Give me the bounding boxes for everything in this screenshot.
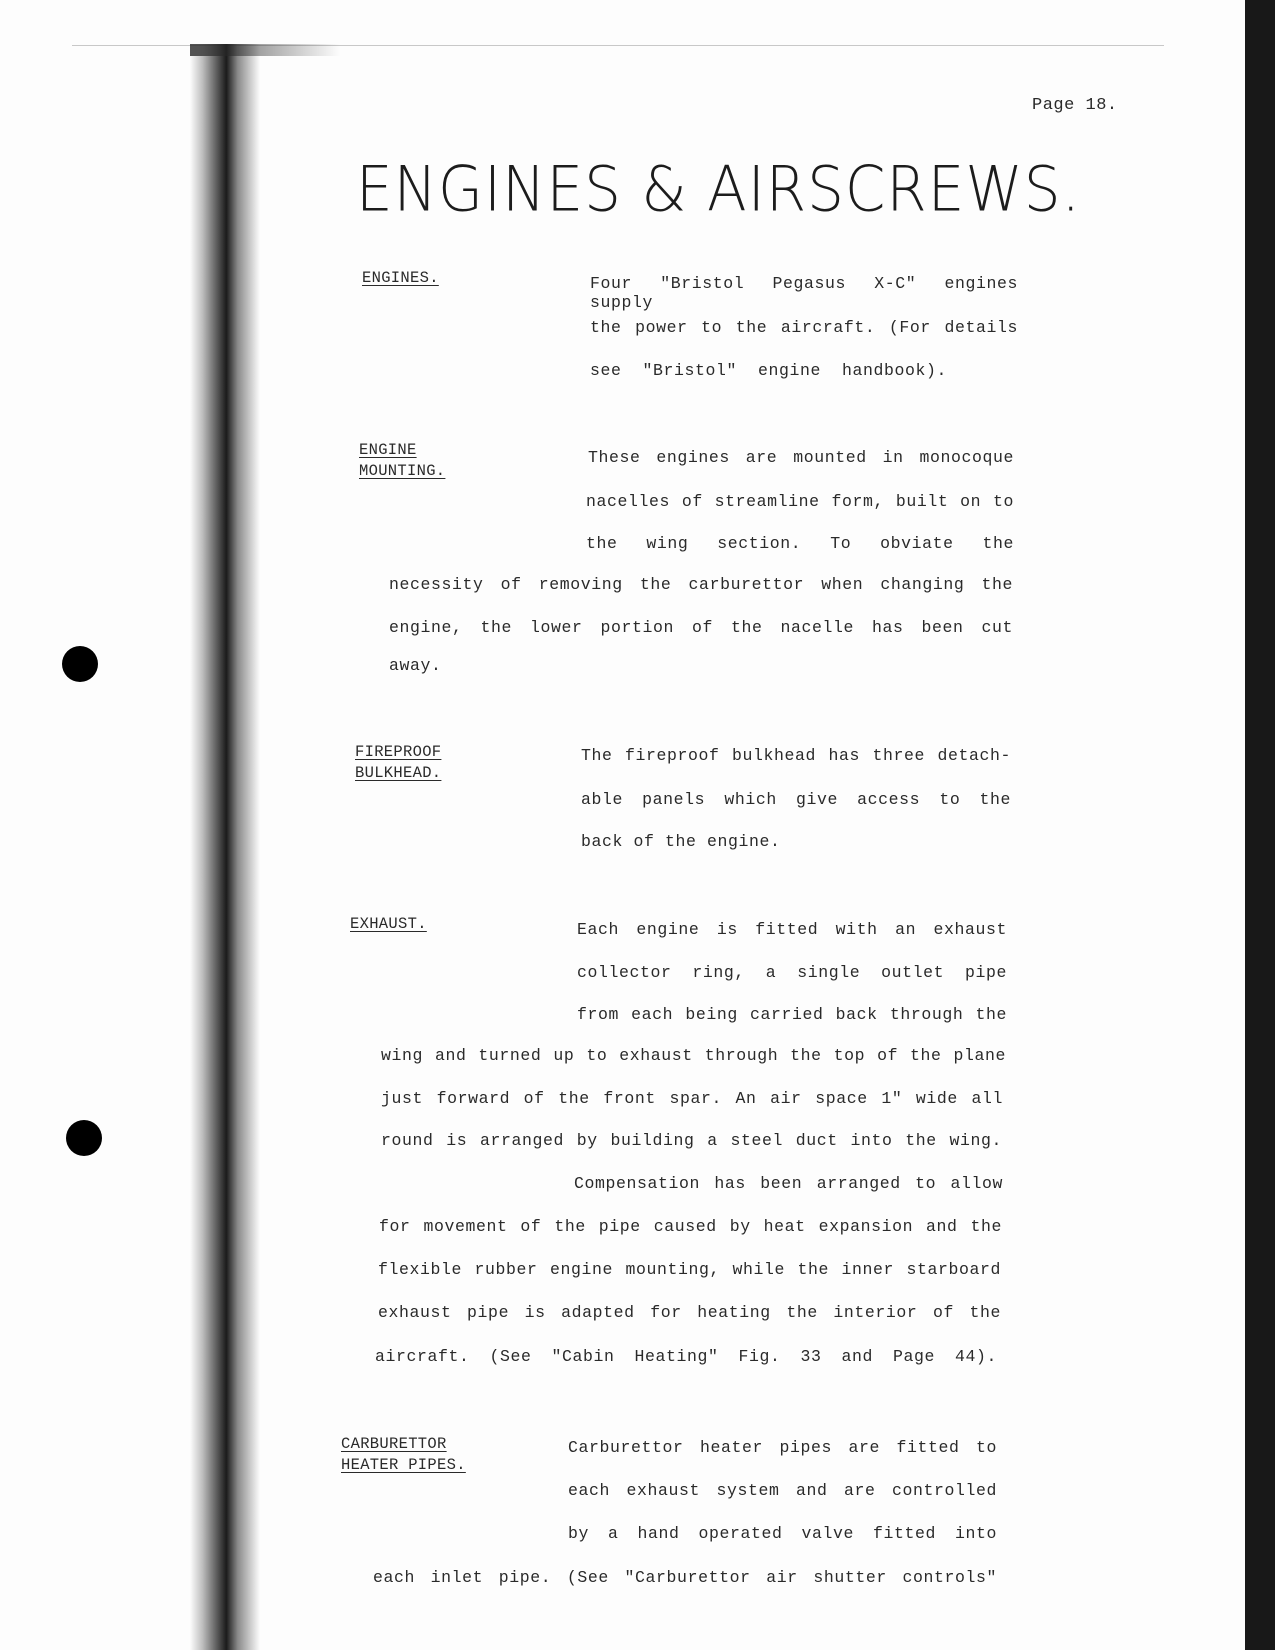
heading-line: ENGINES. — [362, 269, 439, 287]
text-line: These engines are mounted in monocoque — [588, 448, 1014, 467]
text-line: Compensation has been arranged to allow — [574, 1174, 1003, 1193]
punch-hole-top — [62, 646, 98, 682]
page-number: Page 18. — [1032, 96, 1118, 115]
text-line: by a hand operated valve fitted into — [568, 1524, 997, 1543]
text-line: from each being carried back through the — [577, 1005, 1007, 1024]
text-line: the power to the aircraft. (For details — [590, 318, 1018, 337]
heading-line: HEATER PIPES. — [341, 1456, 466, 1474]
text-line: for movement of the pipe caused by heat expansion and the — [379, 1217, 1002, 1236]
text-line: nacelles of streamline form, built on to — [586, 492, 1014, 511]
punch-hole-bottom — [66, 1120, 102, 1156]
text-line: Four "Bristol Pegasus X-C" engines supply — [590, 274, 1018, 312]
text-line: The fireproof bulkhead has three detach- — [581, 746, 1011, 765]
text-line: just forward of the front spar. An air space 1" wide all — [381, 1089, 1003, 1108]
text-line: Each engine is fitted with an exhaust — [577, 920, 1007, 939]
text-line: each inlet pipe. (See "Carburettor air shutter controls" — [373, 1568, 997, 1587]
text-line: wing and turned up to exhaust through the top of the plane — [381, 1046, 1006, 1065]
text-line: flexible rubber engine mounting, while the inner starboard — [378, 1260, 1001, 1279]
text-line: Carburettor heater pipes are fitted to — [568, 1438, 997, 1457]
text-line: round is arranged by building a steel duct into the wing. — [381, 1131, 1002, 1150]
heading-line: MOUNTING. — [359, 462, 446, 480]
text-line: engine, the lower portion of the nacelle has been cut — [389, 618, 1013, 637]
text-line: aircraft. (See "Cabin Heating" Fig. 33 and Page 44). — [375, 1347, 997, 1366]
heading-line: BULKHEAD. — [355, 764, 442, 782]
page-title: ENGINES & AIRSCREWS. — [356, 152, 1081, 226]
text-line: collector ring, a single outlet pipe — [577, 963, 1007, 982]
text-line: back of the engine. — [581, 832, 781, 851]
text-line: exhaust pipe is adapted for heating the interior of the — [378, 1303, 1001, 1322]
scan-edge — [1245, 0, 1275, 1650]
text-line: each exhaust system and are controlled — [568, 1481, 997, 1500]
heading-line: CARBURETTOR — [341, 1435, 447, 1453]
text-line: able panels which give access to the — [581, 790, 1011, 809]
section-heading-fireproof-bulkhead — [355, 742, 441, 784]
binding-shadow-top — [190, 44, 340, 56]
section-heading-exhaust — [350, 914, 427, 935]
section-heading-engines — [362, 268, 439, 289]
text-line: see "Bristol" engine handbook). — [590, 361, 948, 380]
text-line: the wing section. To obviate the — [586, 534, 1014, 553]
heading-line: ENGINE — [359, 441, 417, 459]
text-line: away. — [389, 656, 442, 675]
binding-shadow — [190, 44, 260, 1650]
text-line: necessity of removing the carburettor when changing the — [389, 575, 1013, 594]
heading-line: FIREPROOF — [355, 743, 442, 761]
heading-line: EXHAUST. — [350, 915, 427, 933]
section-heading-carburettor-heater-pipes — [341, 1434, 466, 1476]
section-heading-engine-mounting — [359, 440, 445, 482]
